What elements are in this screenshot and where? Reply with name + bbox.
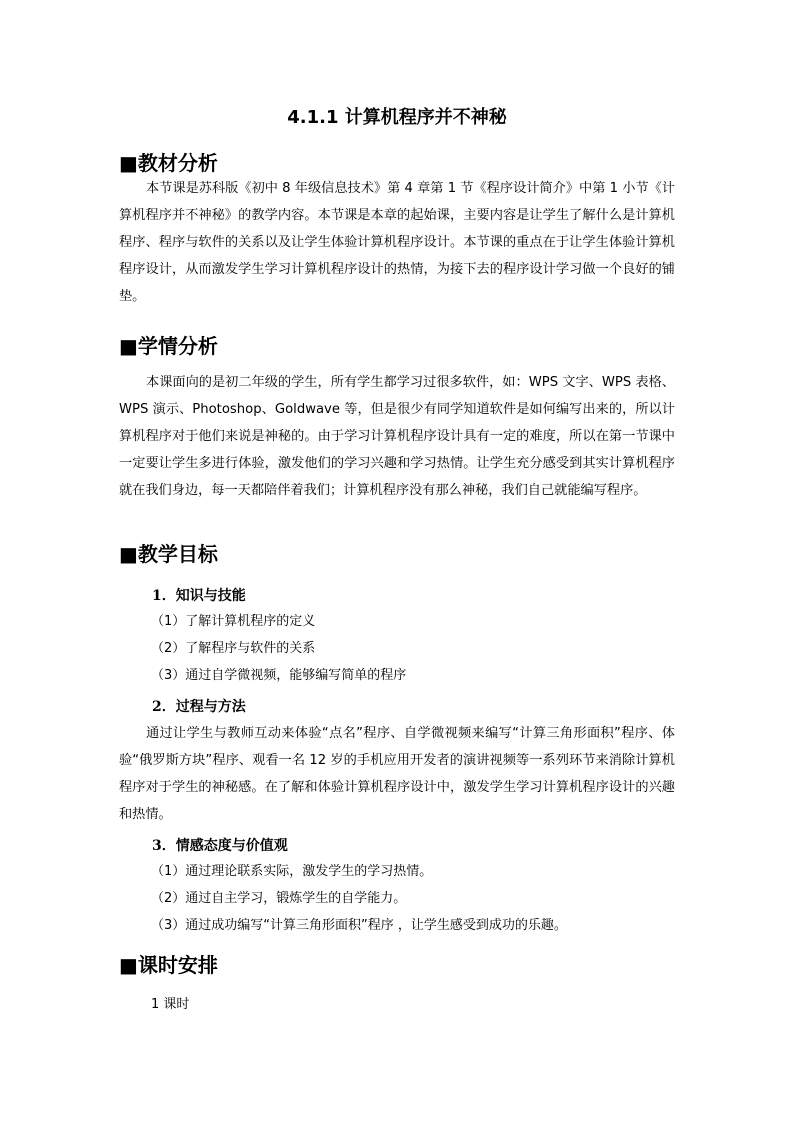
paragraph-textbook-analysis: 本节课是苏科版《初中 8 年级信息技术》第 4 章第 1 节《程序设计简介》中第 1 小节《计算机程序并不神秘》的教学内容。本节课是本章的起始课，主要内容是让学生了解什么是计算机程序、程序与软件的关系以及让学生体验计算机程序设计。本节课的重点在于让学生体验计算机程序设计，从而激发学生学习计算机程序设计的热情，为接下去的程序设计学习做一个良好的铺垫。 <box>119 181 675 304</box>
list-item: （3）通过自学微视频，能够编写简单的程序 <box>151 668 407 683</box>
heading-teaching-goals: ■教学目标 <box>119 542 218 566</box>
heading-textbook-analysis: ■教材分析 <box>119 151 218 175</box>
heading-student-analysis: ■学情分析 <box>119 334 218 358</box>
heading-class-schedule: ■课时安排 <box>119 953 218 977</box>
schedule-text: 1 课时 <box>151 997 190 1012</box>
list-item: （1）了解计算机程序的定义 <box>151 614 316 629</box>
list-item: （2）了解程序与软件的关系 <box>151 641 316 656</box>
list-item: （3）通过成功编写“计算三角形面积”程序 ，让学生感受到成功的乐趣。 <box>151 918 567 933</box>
paragraph-process-methods: 通过让学生与教师互动来体验“点名”程序、自学微视频来编写“计算三角形面积”程序、体验“俄罗斯方块”程序、观看一名 12 岁的手机应用开发者的演讲视频等一系列环节来消除计算机程序对于学生的神秘感。在了解和体验计算机程序设计中，激发学生学习计算机程序设计的兴趣和热情。 <box>119 726 675 822</box>
list-item: （1）通过理论联系实际，激发学生的学习热情。 <box>151 864 433 879</box>
subheading-process-methods: 2．过程与方法 <box>152 699 246 715</box>
subheading-knowledge-skills: 1．知识与技能 <box>152 588 246 604</box>
document-title: 4.1.1 计算机程序并不神秘 <box>287 107 507 128</box>
list-item: （2）通过自主学习，锻炼学生的自学能力。 <box>151 891 407 906</box>
paragraph-student-analysis: 本课面向的是初二年级的学生，所有学生都学习过很多软件，如：WPS 文字、WPS 表格、WPS 演示、Photoshop、Goldwave 等，但是很少有同学知道软件是如何编写出来的，所以计算机程序对于他们来说是神秘的。由于学习计算机程序设计具有一定的难度，所以在第一节课中一定要让学生多进行体验，激发他们的学习兴趣和学习热情。让学生充分感受到其实计算机程序就在我们身边，每一天都陪伴着我们；计算机程序没有那么神秘，我们自己就能编写程序。 <box>119 375 675 498</box>
subheading-emotion-values: 3．情感态度与价值观 <box>152 838 288 854</box>
